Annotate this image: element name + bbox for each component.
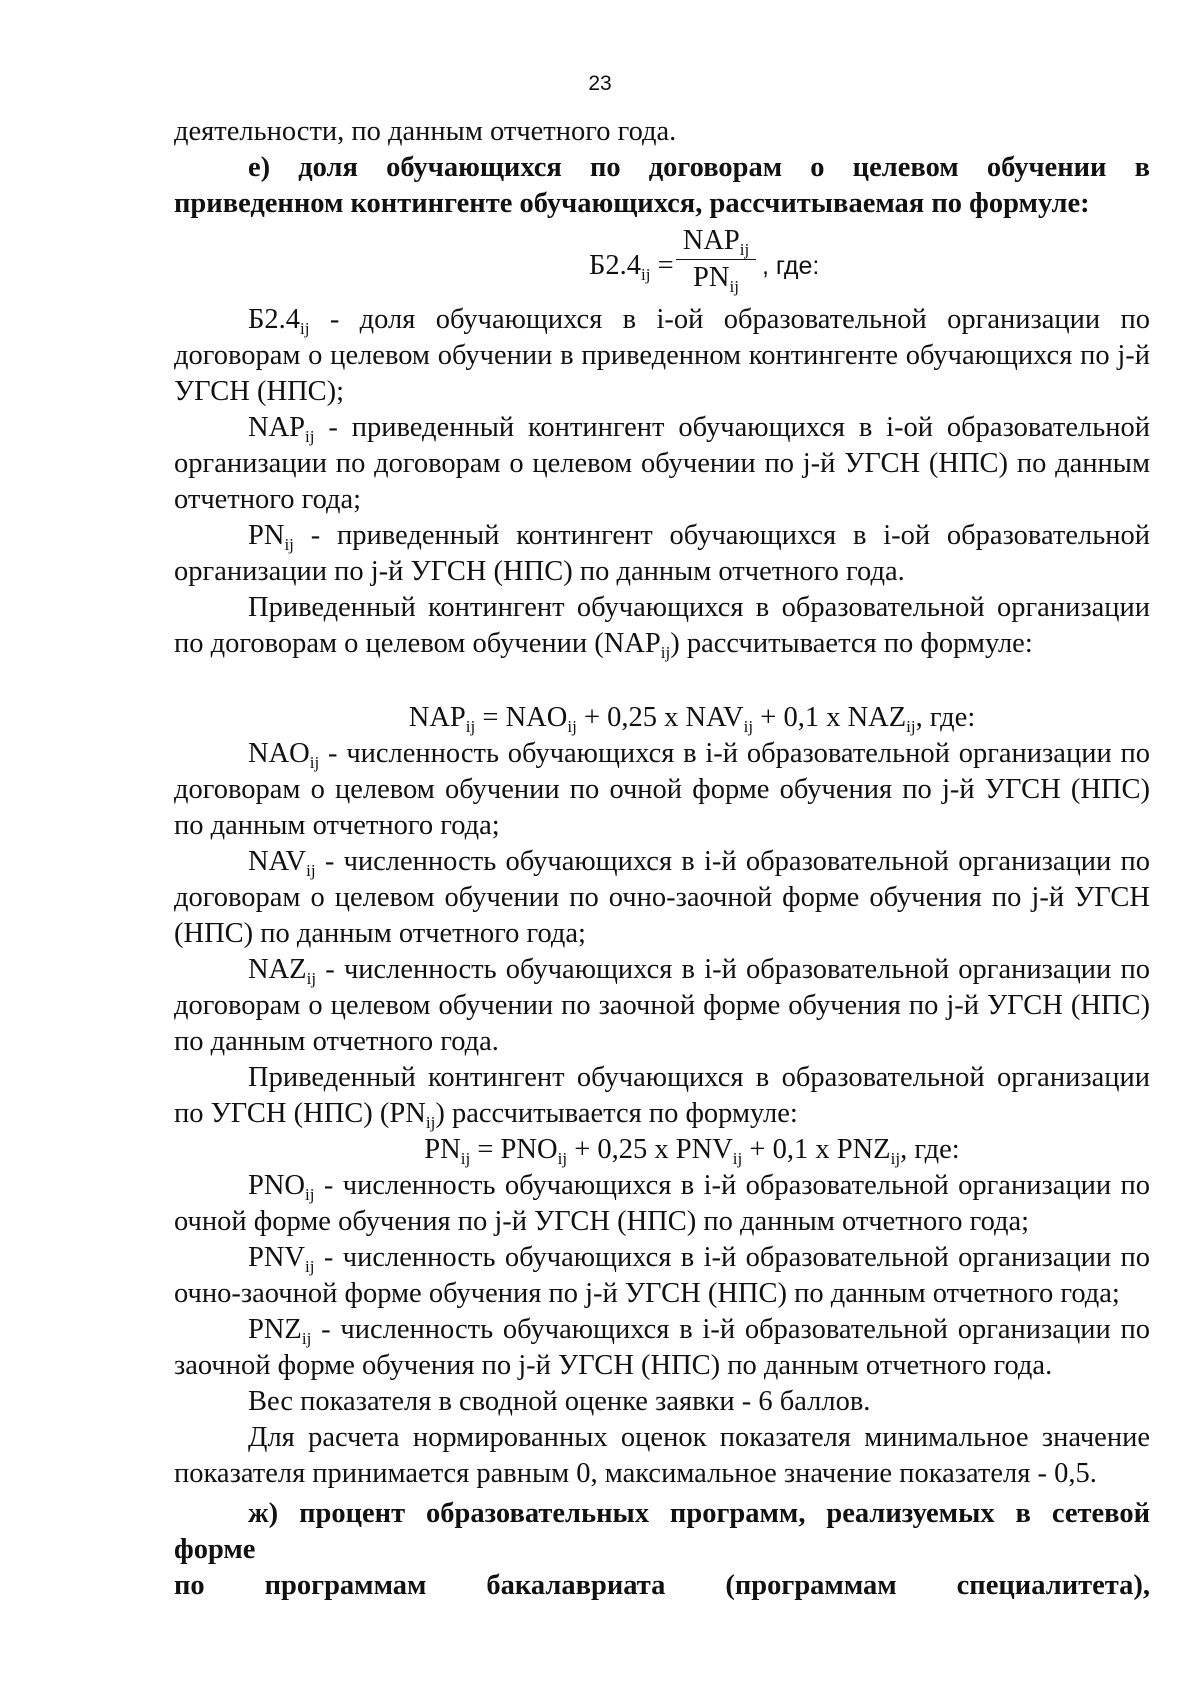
definition-pno: $PNO_{ij}$ - численность обучающихся в i-й образовательной организации по очной форме обучения по j-й УГСН (НПС) по данным отчетного года; bbox=[174, 1170, 1150, 1237]
fraction-denominator: $PN_{ij}$ bbox=[693, 262, 739, 296]
formula-b24-fraction bbox=[676, 224, 756, 296]
heading-word: бакалавриата bbox=[486, 1570, 666, 1601]
page-body bbox=[174, 114, 1150, 1604]
normalization-statement: Для расчета нормированных оценок показателя минимальное значение показателя принимается равным 0, максимальное значение показателя - 0,5. bbox=[174, 1422, 1150, 1489]
page-number: 23 bbox=[588, 72, 612, 95]
weight-statement: Вес показателя в сводной оценке заявки - 6 баллов. bbox=[248, 1386, 871, 1417]
heading-word: специалитета), bbox=[956, 1570, 1150, 1601]
heading-word: по bbox=[174, 1570, 205, 1601]
section-zh-heading-continuation bbox=[174, 1568, 1150, 1604]
paragraph-pn-intro: Приведенный контингент обучающихся в образовательной организации по УГСН (НПС) $(PN_{ij})$ рассчитывается по формуле: bbox=[174, 1062, 1150, 1132]
heading-word: (программам bbox=[725, 1570, 897, 1601]
definition-pn: $PN_{ij}$ - приведенный контингент обучающихся в i-ой образовательной организации по j-й УГСН (НПС) по данным отчетного года. bbox=[174, 520, 1150, 587]
formula-nap: $NAP_{ij} = NAO_{ij} + 0,25$ x $NAV_{ij} + 0,1$ x $NAZ_{ij}$, где: bbox=[408, 702, 976, 736]
formula-b24-lhs: $Б2.4_{ij}$ = bbox=[589, 250, 674, 284]
definition-naz: $NAZ_{ij}$ - численность обучающихся в i-й образовательной организации по договорам о целевом обучении по заочной форме обучения по j-й УГСН (НПС) по данным отчетного года. bbox=[174, 954, 1150, 1057]
definition-nav: $NAV_{ij}$ - численность обучающихся в i-й образовательной организации по договорам о целевом обучении по очно-заочной форме обучения по j-й УГСН (НПС) по данным отчетного года; bbox=[174, 846, 1150, 949]
formula-b24-suffix: , где: bbox=[762, 252, 820, 280]
section-e-heading: е) доля обучающихся по договорам о целевом обучении в приведенном контингенте обучающихся, рассчитываемая по формуле: bbox=[174, 152, 1150, 219]
definition-nap: $NAP_{ij}$ - приведенный контингент обучающихся в i-ой образовательной организации по договорам о целевом обучении по j-й УГСН (НПС) по данным отчетного года; bbox=[174, 412, 1150, 515]
definition-b24: $Б2.4_{ij}$ - доля обучающихся в i-ой образовательной организации по договорам о целевом обучении в приведенном контингенте обучающихся по j-й УГСН (НПС); bbox=[174, 304, 1150, 407]
section-zh-heading: ж) процент образовательных программ, реализуемых в сетевой форме bbox=[174, 1498, 1150, 1565]
definition-pnv: $PNV_{ij}$ - численность обучающихся в i-й образовательной организации по очно-заочной форме обучения по j-й УГСН (НПС) по данным отчетного года; bbox=[174, 1242, 1150, 1309]
formula-b24 bbox=[174, 224, 1150, 302]
definition-pnz: $PNZ_{ij}$ - численность обучающихся в i-й образовательной организации по заочной форме обучения по j-й УГСН (НПС) по данным отчетного года. bbox=[174, 1314, 1150, 1381]
spacer bbox=[174, 662, 1150, 700]
paragraph-continuation: деятельности, по данным отчетного года. bbox=[174, 116, 677, 147]
paragraph-nap-intro: Приведенный контингент обучающихся в образовательной организации по договорам о целевом обучении $(NAP_{ij})$ рассчитывается по формуле: bbox=[174, 592, 1150, 662]
fraction-numerator: $NAP_{ij}$ bbox=[676, 224, 756, 260]
heading-word: программам bbox=[264, 1570, 427, 1601]
definition-nao: $NAO_{ij}$ - численность обучающихся в i-й образовательной организации по договорам о целевом обучении по очной форме обучения по j-й УГСН (НПС) по данным отчетного года; bbox=[174, 738, 1150, 841]
formula-pn: $PN_{ij} = PNO_{ij} + 0,25$ x $PNV_{ij} + 0,1$ x $PNZ_{ij}$, где: bbox=[424, 1134, 960, 1168]
